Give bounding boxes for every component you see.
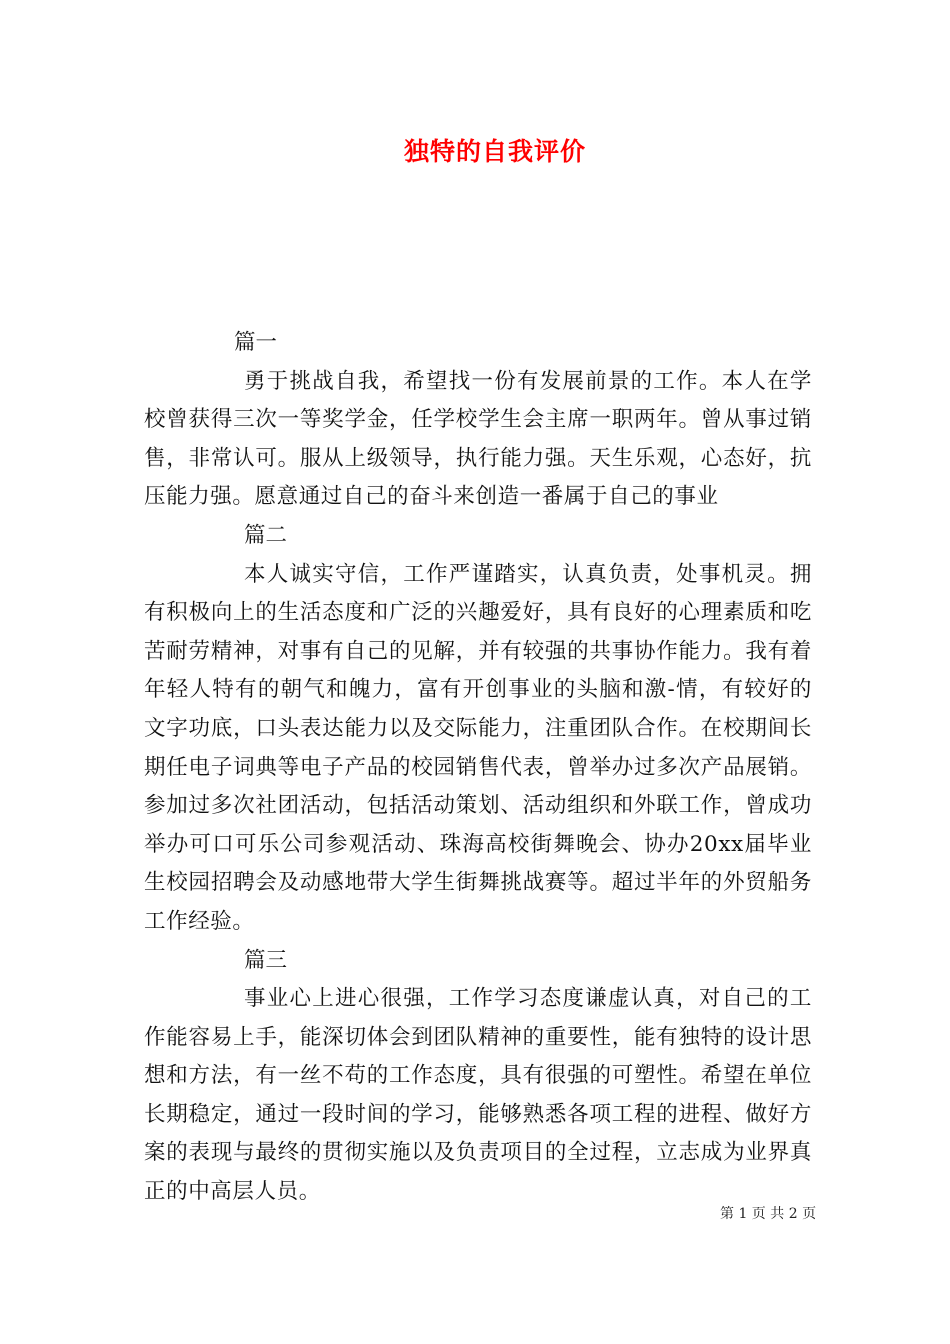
document-body	[144, 324, 812, 1212]
page-footer: 第 1 页 共 2 页	[720, 1206, 817, 1222]
section-label: 篇三	[244, 947, 288, 973]
section-paragraph: 本人诚实守信，工作严谨踏实，认真负责，处事机灵。拥有积极向上的生活态度和广泛的兴趣爱好，具有良好的心理素质和吃苦耐劳精神，对事有自己的见解，并有较强的共事协作能力。我有着年轻人特有的朝气和魄力，富有开创事业的头脑和激-情，有较好的文字功底，口头表达能力以及交际能力，注重团队合作。在校期间长期任电子词典等电子产品的校园销售代表，曾举办过多次产品展销。参加过多次社团活动，包括活动策划、活动组织和外联工作，曾成功举办可口可乐公司参观活动、珠海高校街舞晚会、协办20xx届毕业生校园招聘会及动感地带大学生街舞挑战赛等。超过半年的外贸船务工作经验。	[144, 561, 812, 934]
section-label: 篇二	[244, 522, 288, 548]
section-paragraph: 事业心上进心很强，工作学习态度谦虚认真，对自己的工作能容易上手，能深切体会到团队精神的重要性，能有独特的设计思想和方法，有一丝不苟的工作态度，具有很强的可塑性。希望在单位长期稳定，通过一段时间的学习，能够熟悉各项工程的进程、做好方案的表现与最终的贯彻实施以及负责项目的全过程，立志成为业界真正的中高层人员。	[144, 986, 812, 1205]
section-paragraph: 勇于挑战自我，希望找一份有发展前景的工作。本人在学校曾获得三次一等奖学金，任学校学生会主席一职两年。曾从事过销售，非常认可。服从上级领导，执行能力强。天生乐观，心态好，抗压能力强。愿意通过自己的奋斗来创造一番属于自己的事业	[144, 368, 812, 510]
page-title: 独特的自我评价	[403, 137, 586, 166]
section-label: 篇一	[234, 330, 278, 355]
